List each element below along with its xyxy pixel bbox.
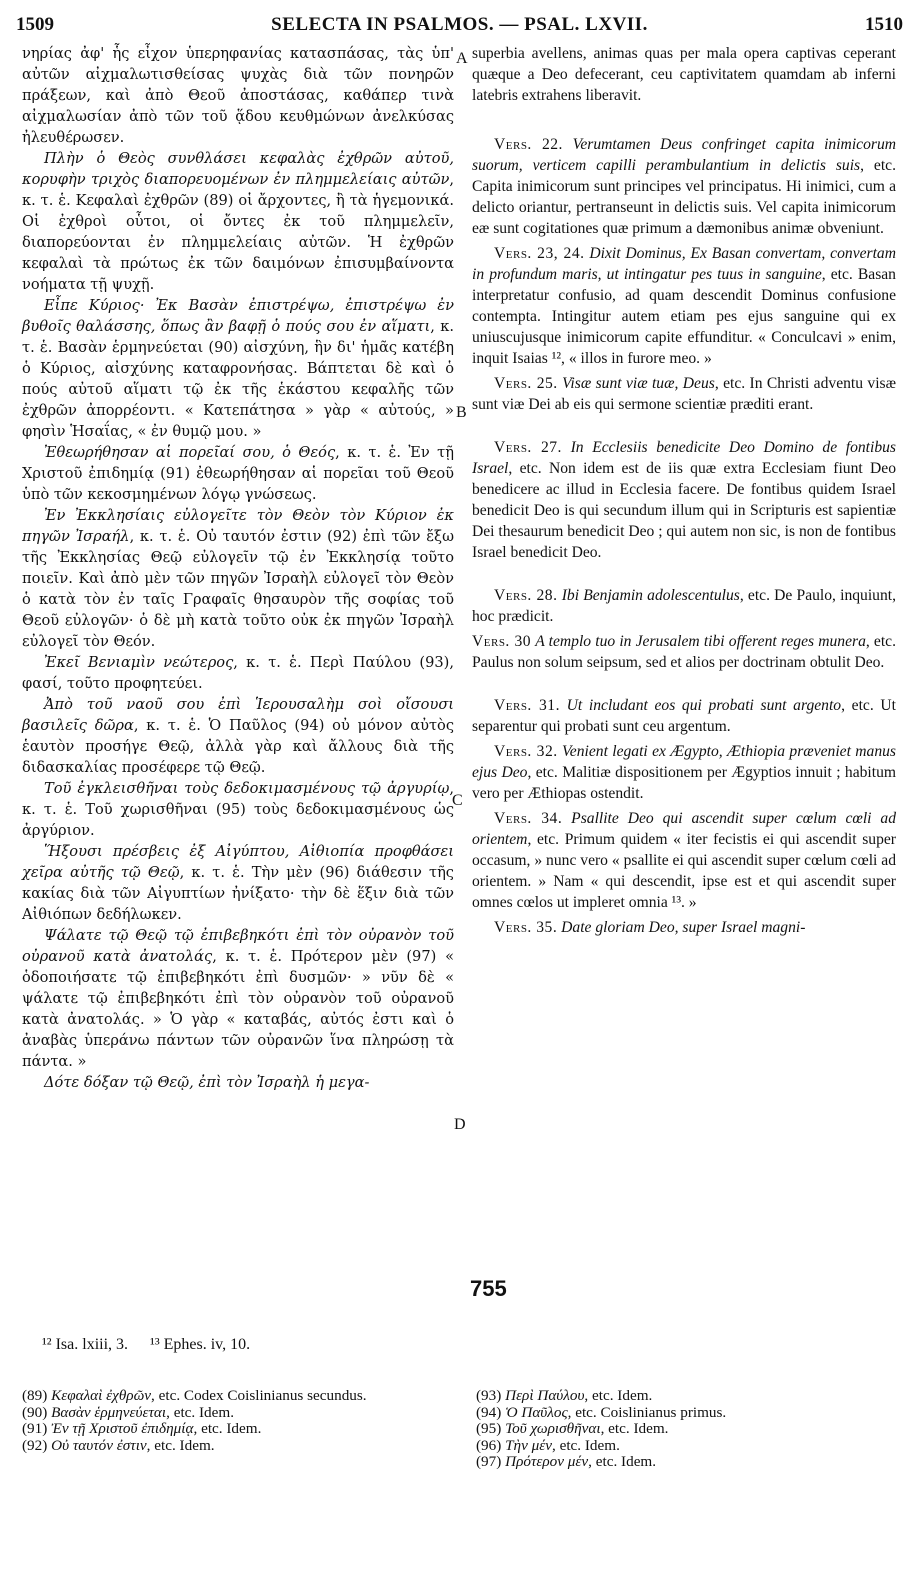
footnote-number: (95) [476,1420,502,1437]
footnote-number: (92) [22,1436,48,1454]
greek-paragraph [22,652,454,694]
greek-lemma: Τοῦ ἐγκλεισθῆναι τοὺς δεδοκιμασμένους τῷ ἀργυρίῳ [44,780,450,797]
greek-paragraph [22,778,454,841]
greek-lemma: Ἐν Ἐκκλησίαις εὐλογεῖτε τὸν Θεὸν τὸν Κύριον ἐκ πηγῶν Ἰσραήλ [22,507,454,545]
verse-label: Vers. 31. [494,697,560,714]
greek-text: , κ. τ. ἑ. Ὁ Παῦλος (94) οὐ μόνον αὐτὸς ἑαυτὸν προσήγε Θεῷ, ἀλλὰ γὰρ καὶ ἄλλους διὰ τῆς διδασκαλίας προσέφερε τῷ Θεῷ. [22,717,454,776]
latin-lemma: Verumtamen Deus confringet capita inimicorum suorum, verticem capilli perambulantium in delictis suis [472,136,896,174]
footnote [476,1388,896,1405]
footnote-lemma: Πρότερον μέν [505,1453,589,1470]
footnote-lemma: Οὐ ταυτόν ἐστιν [51,1436,147,1454]
latin-text: , etc. Basan interpretatur confusio, ad quam descendit Dominus confusione contempta. Intingitur autem etiam pes ejus sanguine qui ex uniuscujusque inimicorum capite effunditur. « Conculcavi » enim, inquit Isaias ¹², « illos in furore meo. » [472,266,896,367]
footnote [476,1454,896,1471]
footnote-text: , etc. Idem. [193,1420,262,1437]
latin-lemma: In Ecclesiis benedicite Deo Domino de fontibus Israel [472,439,896,477]
page-number-left: 1509 [16,14,54,35]
latin-text: , etc. Capita inimicorum sunt principes vel principatus. Hi inimici, cum a delicto oriantur, pertranseunt in delictis suis. Vel capita inimicorum eæ sunt cogitationes quæ primum a dæmonibus animæ obveniunt. [472,157,896,237]
latin-paragraph [472,631,896,673]
scripture-note: ¹² Isa. lxiii, 3. [42,1336,129,1353]
greek-text: , κ. τ. ἑ. Τοῦ χωρισθῆναι (95) τοὺς δεδοκιμασμένους ὡς ἀργύριον. [22,780,454,839]
latin-text: , etc. In Christi adventu visæ sunt viæ Dei ab eis qui sermone scientiæ præditi erant. [472,375,896,413]
footnote [476,1438,896,1455]
footnote-text: , etc. Coislinianus primus. [567,1403,727,1421]
running-head [16,14,903,44]
greek-lemma: Εἶπε Κύριος· Ἐκ Βασὰν ἐπιστρέψω, ἐπιστρέψω ἐν βυθοῖς θαλάσσης, ὅπως ἂν βαφῇ ὁ πούς σου ἐν αἵματι [22,297,454,335]
greek-paragraph [22,841,454,925]
latin-lemma: Date gloriam Deo, super Israel magni- [561,919,806,936]
footnote-lemma: Κεφαλαὶ ἐχθρῶν [51,1387,152,1404]
greek-text: , κ. τ. ἑ. Ἐν τῇ Χριστοῦ ἐπιδημίᾳ (91) ἐθεωρήθησαν αἱ πορεῖαι τοῦ Θεοῦ ὑπὸ τῶν κεκοσμημένων λόγῳ γνώσεως. [22,444,454,503]
greek-lemma: Πλὴν ὁ Θεὸς συνθλάσει κεφαλὰς ἐχθρῶν αὐτοῦ, κορυφὴν τριχὸς διαπορευομένων ἐν πλημμελείαις αὐτῶν [22,150,454,188]
footnote-number: (91) [22,1420,48,1437]
greek-text: , κ. τ. ἑ. Περὶ Παύλου (93), φασί, τοῦτο προφητεύει. [22,654,454,692]
greek-lemma: Ἐθεωρήθησαν αἱ πορεῖαί σου, ὁ Θεός [44,444,336,461]
greek-paragraph [22,295,454,442]
margin-letter-b: B [456,404,467,421]
footnote-text: , etc. Idem. [588,1453,657,1470]
footnote-text: , etc. Idem. [584,1387,653,1404]
latin-text: , etc. Primum quidem « iter fecistis ei qui ascendit super occasum, » nunc vero « psallite ei qui ascendit super cœlum cœli ad orientem. » Nam « qui descendit, ipse est et qui ascendit super omnes cœlos ut impleret omnia ¹³. » [472,831,896,911]
footnotes-right [476,1388,896,1471]
footnote-text: , etc. Idem. [166,1403,235,1421]
latin-paragraph [472,43,896,106]
greek-text: , κ. τ. ἑ. Τὴν μὲν (96) διάθεσιν τῆς κακίας διὰ τῶν Αἰγυπτίων ἠνίξατο· τὴν δὲ ἕξιν διὰ τῶν Αἰθιόπων δεδήλωκεν. [22,864,454,923]
greek-text: , κ. τ. ἑ. Οὐ ταυτόν ἐστιν (92) ἐπὶ τῶν ἔξω τῆς Ἐκκλησίας Θεῷ εὐλογεῖν τῷ ἐν Ἐκκλησίᾳ τοῦτο ποιεῖν. Καὶ ἀπὸ μὲν τῶν πηγῶν Ἰσραὴλ εὐλογεῖ τὸν Θεὸν ὁ κατὰ τὸν ἐν ταῖς Γραφαῖς θησαυρὸν τῆς σοφίας τοῦ Θεοῦ εὐλογῶν· ὁ δὲ μὴ κατὰ τοῦτο οὐκ ἐκ πηγῶν Ἰσραὴλ εὐλογεῖ τὸν Θεόν. [22,528,454,650]
greek-text: , κ. τ. ἑ. Βασὰν ἑρμηνεύεται (90) αἰσχύνη, ἣν δι' ἡμᾶς κατέβη ὁ Κύριος, αἰσχύνης καταφρονήσας. Βάπτεται δὲ καὶ ὁ πούς αὐτοῦ αἵματι τῷ ἐκ τῆς ἑκάστου κεφαλῆς τῶν ἐχθρῶν ἀπορρέοντι. « Κατεπάτησα » γὰρ « αὐτούς, » φησὶν Ἡσαΐας, « ἐν θυμῷ μου. » [22,318,454,440]
latin-paragraph [472,373,896,415]
verse-label: Vers. 32. [494,743,558,760]
footnote-number: (94) [476,1403,502,1421]
latin-paragraph [472,437,896,563]
greek-paragraph [22,694,454,778]
verse-label: Vers. 34. [494,810,563,827]
footnote [22,1438,454,1455]
greek-lemma: Ψάλατε τῷ Θεῷ τῷ ἐπιβεβηκότι ἐπὶ τὸν οὐρανὸν τοῦ οὐρανοῦ κατὰ ἀνατολάς [22,927,454,965]
footnote-lemma: Βασὰν ἑρμηνεύεται [51,1403,167,1421]
verse-label: Vers. 22. [494,136,563,153]
latin-text: superbia avellens, animas quas per mala opera captivas ceperant quæque a Deo defecerant, ceu captivitatem quamdam ab inferni latebris extrahens liberavit. [472,45,896,104]
footnote-number: (89) [22,1387,48,1404]
footnote [476,1421,896,1438]
greek-paragraph [22,43,454,148]
greek-lemma: Ἐκεῖ Βενιαμὶν νεώτερος [44,654,234,671]
verse-label: Vers. 27. [494,439,562,456]
footnote-text: , etc. Idem. [146,1436,215,1454]
latin-paragraph [472,134,896,239]
latin-lemma: Ibi Benjamin adolescentulus [561,587,740,604]
footnote-number: (97) [476,1453,502,1470]
footnote-number: (90) [22,1403,48,1421]
greek-column [22,43,454,1093]
verse-label: Vers. 30 [472,633,532,650]
latin-paragraph [472,695,896,737]
greek-paragraph [22,148,454,295]
margin-letter-c: C [452,792,463,809]
footnote-text: , etc. Idem. [600,1420,669,1437]
margin-letter-d: D [454,1116,466,1133]
footnote-lemma: Περὶ Παύλου [505,1387,585,1404]
scripture-note: ¹³ Ephes. iv, 10. [150,1336,251,1353]
footnote [22,1421,454,1438]
latin-lemma: A templo tuo in Jerusalem tibi offerent reges munera [535,633,866,650]
footnote [22,1388,454,1405]
latin-paragraph [472,243,896,369]
latin-text: , etc. Paulus non solum seipsum, sed et alios per doctrinam obtulit Deo. [472,633,897,671]
latin-lemma: Dixit Dominus, Ex Basan convertam, convertam in profundum maris, ut intingatur pes tuus in sanguine [472,245,896,283]
scripture-notes [42,1336,462,1354]
footnote-number: (96) [476,1436,502,1454]
latin-paragraph [472,741,896,804]
latin-text: , etc. Non idem est de iis quæ extra Ecclesiam fiunt Deo benedicere ac illud in Ecclesia facere. De fontibus quidem Israel benedicit Deo is qui secundum illum qui in Scripturis est sapientiæ Dei thesaurum benedicit Deo ; qui autem non sic, is non de fontibus Israel benedicit Deo. [472,460,896,561]
column-number: 755 [470,1276,507,1301]
latin-lemma: Psallite Deo qui ascendit super cœlum cœli ad orientem [472,810,897,848]
greek-lemma: Ἀπὸ τοῦ ναοῦ σου ἐπὶ Ἱερουσαλὴμ σοὶ οἴσουσι βασιλεῖς δῶρα [22,696,454,734]
greek-paragraph [22,442,454,505]
latin-paragraph [472,917,896,938]
latin-lemma: Venient legati ex Ægypto, Æthiopia præveniet manus ejus Deo [472,743,896,781]
footnote-lemma: Τοῦ χωρισθῆναι [505,1420,601,1437]
footnote [476,1405,896,1422]
latin-text: , etc. De Paulo, inquiunt, hoc prædicit. [472,587,896,625]
greek-paragraph [22,505,454,652]
latin-paragraph [472,585,896,627]
footnote-text: , etc. Idem. [551,1436,620,1454]
footnote [22,1405,454,1422]
page-number-right: 1510 [865,14,903,35]
verse-label: Vers. 23, 24. [494,245,585,262]
footnote-lemma: Ὁ Παῦλος [505,1403,568,1421]
greek-lemma: Ἥξουσι πρέσβεις ἐξ Αἰγύπτου, Αἰθιοπία προφθάσει χεῖρα αὐτῆς τῷ Θεῷ [22,843,454,881]
verse-label: Vers. 25. [494,375,558,392]
latin-lemma: Ut includant eos qui probati sunt argento [566,697,842,714]
latin-paragraph [472,808,896,913]
greek-text: , κ. τ. ἑ. Κεφαλαὶ ἐχθρῶν (89) οἱ ἄρχοντες, ἢ τὰ ἡγεμονικά. Οἱ ἐχθροὶ οὗτοι, οἱ ὄντες ἐκ τοῦ πλημμελεῖν, διαπορεύονται ἐν πλημμελείαις αὐτῶν. Ἡ ἐχθρῶν κεφαλαὶ τὰ πρώτως ἐκ τῶν δαιμόνων ἐπισυμβαίνοντα νοήματα τῇ ψυχῇ. [22,171,454,293]
latin-text: , etc. Malitiæ dispositionem per Ægyptios innuit ; habitum vero per Æthiopas ostendit. [472,764,897,802]
greek-lemma: Δότε δόξαν τῷ Θεῷ, ἐπὶ τὸν Ἰσραὴλ ἡ μεγα- [44,1074,370,1091]
latin-text: , etc. Ut separentur qui probati sunt ceu argentum. [472,697,896,735]
greek-paragraph [22,1072,454,1093]
latin-lemma: Visæ sunt viæ tuæ, Deus [562,375,715,392]
footnote-lemma: Τὴν μέν [505,1436,552,1454]
verse-label: Vers. 28. [494,587,558,604]
greek-paragraph [22,925,454,1072]
footnote-text: , etc. Codex Coislinianus secundus. [151,1387,367,1404]
verse-label: Vers. 35. [494,919,558,936]
footnote-lemma: Ἐν τῇ Χριστοῦ ἐπιδημίᾳ [51,1420,194,1437]
greek-text: , κ. τ. ἑ. Πρότερον μὲν (97) « ὁδοποιήσατε τῷ ἐπιβεβηκότι ἐπὶ δυσμῶν· » νῦν δὲ « ψάλατε τῷ ἐπιβεβηκότι ἐπὶ τὸν οὐρανὸν τοῦ οὐρανοῦ κατὰ ἀνατολάς. » Ὁ γὰρ « καταβάς, αὐτός ἐστι καὶ ὁ ἀναβὰς ὑπεράνω πάντων τῶν οὐρανῶν ἵνα πληρώσῃ τὰ πάντα. » [22,948,454,1070]
page-title: SELECTA IN PSALMOS. — PSAL. LXVII. [271,14,648,35]
latin-column [472,43,896,938]
footnotes-left [22,1388,454,1454]
footnote-number: (93) [476,1387,502,1404]
greek-text: νηρίας ἀφ' ἧς εἶχον ὑπερηφανίας κατασπάσας, τὰς ὑπ' αὐτῶν αἰχμαλωτισθείσας ψυχὰς διὰ τῶν πονηρῶν πράξεων, καὶ ἀπὸ Θεοῦ ἀποστάσας, καθάπερ τινὰ αἰχμαλωσίαν ἀπὸ τῶν τοῦ ᾅδου κευθμώνων ἀνελκύσας ἠλευθέρωσεν. [22,45,454,146]
margin-letter-a: A [456,50,468,67]
